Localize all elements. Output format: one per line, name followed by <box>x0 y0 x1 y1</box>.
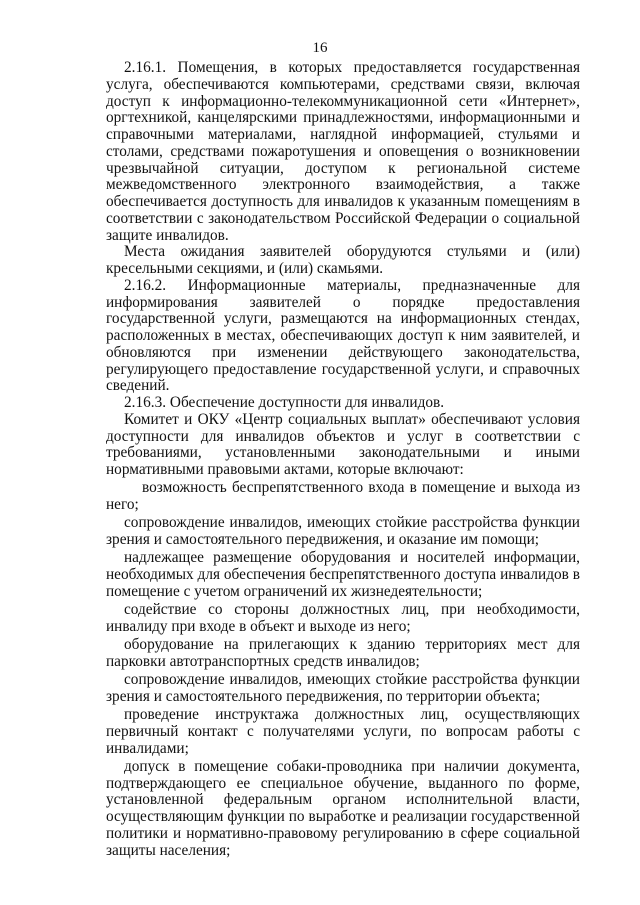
paragraph-waiting-areas: Места ожидания заявителей оборудуются стульями и (или) кресельными секциями, и (или) скамьями. <box>106 243 580 277</box>
list-item-parking: оборудование на прилегающих к зданию территориях мест для парковки автотранспортных средств инвалидов; <box>106 636 580 670</box>
paragraph-accessibility-conditions: Комитет и ОКУ «Центр социальных выплат» обеспечивают условия доступности для инвалидов объектов и услуг в соответствии с требованиями, установленными законодательными и иными нормативными правовыми актами, которые включают: <box>106 410 580 478</box>
list-item-territory-escort: сопровождение инвалидов, имеющих стойкие расстройства функции зрения и самостоятельного передвижения, по территории объекта; <box>106 671 580 705</box>
list-item-guide-dog: допуск в помещение собаки-проводника при наличии документа, подтверждающего ее специальное обучение, выданного по форме, установленной федеральным органом исполнительной власти, осуществляющим функции по выработке и реализации государственной политики и нормативно-правовому регулированию в сфере социальной защиты населения; <box>106 757 580 859</box>
paragraph-2-16-2: 2.16.2. Информационные материалы, предназначенные для информирования заявителей о порядке предоставления государственной услуги, размещаются на информационных стендах, расположенных в местах, обеспечивающих доступ к ним заявителей, и обновляются при изменении действующего законодательства, регулирующего предоставление государственной услуги, и справочных сведений. <box>106 276 580 395</box>
paragraph-2-16-1: 2.16.1. Помещения, в которых предоставляется государственная услуга, обеспечиваются компьютерами, средствами связи, включая доступ к информационно-телекоммуникационной сети «Интернет», оргтехникой, канцелярскими принадлежностями, информационными и справочными материалами, наглядной информацией, стульями и столами, средствами пожаротушения и оповещения о возникновении чрезвычайной ситуации, доступом к региональной системе межведомственного электронного взаимодействия, а также обеспечивается доступность для инвалидов к указанным помещениям в соответствии с законодательством Российской Федерации о социальной защите инвалидов. <box>106 59 580 244</box>
paragraph-2-16-3-heading: 2.16.3. Обеспечение доступности для инвалидов. <box>124 394 445 411</box>
document-body <box>106 60 580 859</box>
list-item-escort: сопровождение инвалидов, имеющих стойкие расстройства функции зрения и самостоятельного передвижения, и оказание им помощи; <box>106 514 580 548</box>
list-item-staff-assistance: содействие со стороны должностных лиц, при необходимости, инвалиду при входе в объект и выходе из него; <box>106 601 580 635</box>
page-number: 16 <box>312 40 328 56</box>
list-item-entrance: возможность беспрепятственного входа в помещение и выхода из него; <box>106 479 580 513</box>
list-item-equipment-placement: надлежащее размещение оборудования и носителей информации, необходимых для обеспечения беспрепятственного доступа инвалидов в помещение с учетом ограничений их жизнедеятельности; <box>106 549 580 600</box>
list-item-staff-briefing: проведение инструктажа должностных лиц, осуществляющих первичный контакт с получателями услуги, по вопросам работы с инвалидами; <box>106 706 580 757</box>
